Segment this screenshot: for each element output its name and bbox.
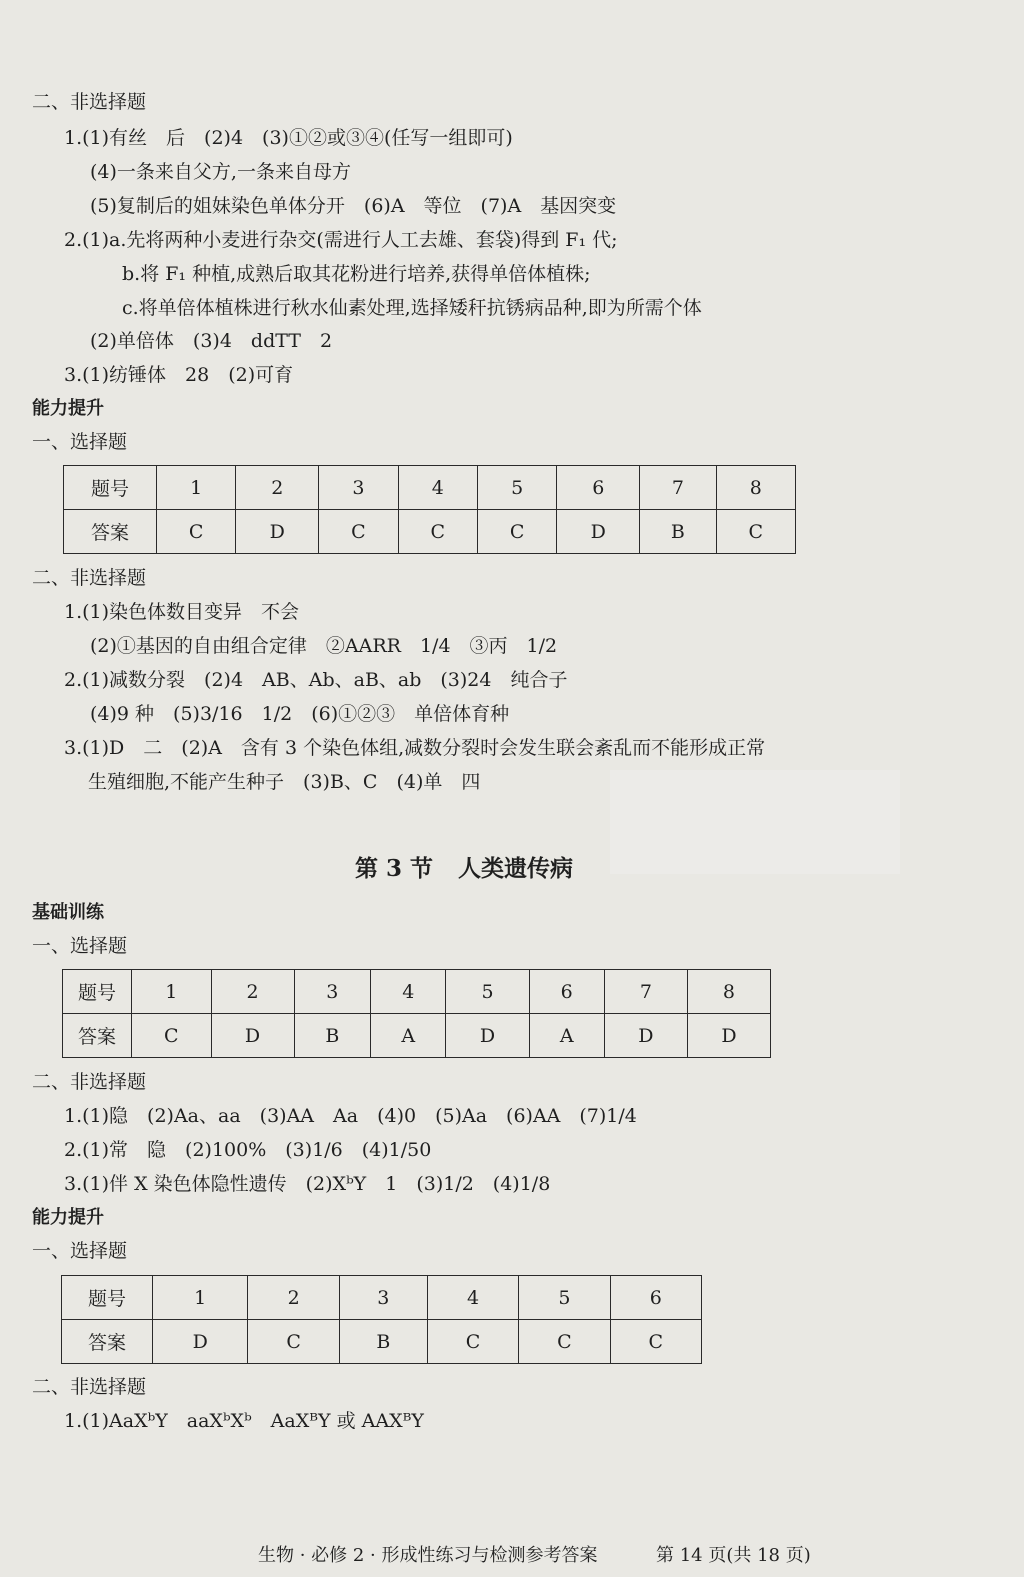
answer-table	[61, 1275, 702, 1364]
table-cell: 8	[687, 970, 770, 1014]
table-cell: C	[427, 1320, 518, 1364]
table-cell: D	[446, 1014, 529, 1058]
table-cell: 6	[529, 970, 604, 1014]
answer-line: (2)①基因的自由组合定律 ②AARR 1/4 ③丙 1/2	[90, 635, 558, 657]
answer-line: 3.(1)纺锤体 28 (2)可育	[64, 364, 294, 386]
nonchoice-heading: 二、非选择题	[32, 91, 147, 113]
table-cell: C	[519, 1320, 610, 1364]
section-subtitle: 能力提升	[32, 1207, 104, 1228]
answer-line: 1.(1)染色体数目变异 不会	[64, 601, 300, 623]
answer-line: 1.(1)隐 (2)Aa、aa (3)AA Aa (4)0 (5)Aa (6)AA (7)1/4	[64, 1105, 637, 1127]
answer-line: 2.(1)常 隐 (2)100% (3)1/6 (4)1/50	[64, 1139, 432, 1161]
table-cell: 5	[446, 970, 529, 1014]
answer-line: 2.(1)a.先将两种小麦进行杂交(需进行人工去雄、套袋)得到 F₁ 代;	[64, 229, 618, 251]
section-name: 人类遗传病	[458, 855, 573, 882]
table-header-cell: 答案	[64, 510, 157, 554]
nonchoice-heading: 二、非选择题	[32, 1376, 147, 1398]
answer-line: 3.(1)伴 X 染色体隐性遗传 (2)XᵇY 1 (3)1/2 (4)1/8	[64, 1173, 551, 1195]
table-cell: C	[398, 510, 477, 554]
table-cell: 5	[519, 1276, 610, 1320]
table-cell: D	[153, 1320, 248, 1364]
table-header-cell: 答案	[62, 1320, 153, 1364]
table-cell: 4	[398, 466, 477, 510]
table-cell: 4	[427, 1276, 518, 1320]
table-cell: 6	[557, 466, 640, 510]
choice-heading: 一、选择题	[32, 431, 128, 453]
footer-book-title: 生物 · 必修 2 · 形成性练习与检测参考答案	[258, 1545, 598, 1566]
table-cell: D	[604, 1014, 687, 1058]
table-cell: C	[132, 1014, 212, 1058]
table-cell: 2	[211, 970, 294, 1014]
nonchoice-heading: 二、非选择题	[32, 1071, 147, 1093]
answer-line: 1.(1)AaXᵇY aaXᵇXᵇ AaXᴮY 或 AAXᴮY	[64, 1410, 424, 1432]
table-cell: B	[640, 510, 716, 554]
table-header-cell: 答案	[63, 1014, 132, 1058]
section-number: 第 3 节	[355, 855, 434, 882]
table-cell: C	[716, 510, 795, 554]
answer-table	[63, 465, 796, 554]
answer-line: (4)9 种 (5)3/16 1/2 (6)①②③ 单倍体育种	[90, 703, 510, 725]
section-subtitle: 基础训练	[32, 902, 104, 923]
table-cell: 1	[132, 970, 212, 1014]
footer-page-number: 第 14 页(共 18 页)	[656, 1545, 811, 1566]
table-cell: 5	[477, 466, 556, 510]
section-subtitle: 能力提升	[32, 398, 104, 419]
table-cell: 1	[153, 1276, 248, 1320]
answer-line: 1.(1)有丝 后 (2)4 (3)①②或③④(任写一组即可)	[64, 127, 513, 149]
table-cell: C	[157, 510, 236, 554]
table-cell: 3	[319, 466, 398, 510]
answer-line: 3.(1)D 二 (2)A 含有 3 个染色体组,减数分裂时会发生联会紊乱而不能形成正常	[64, 737, 766, 759]
table-cell: B	[339, 1320, 427, 1364]
table-cell: 4	[371, 970, 446, 1014]
answer-line: (2)单倍体 (3)4 ddTT 2	[90, 330, 333, 352]
table-cell: 2	[248, 1276, 339, 1320]
table-cell: B	[294, 1014, 371, 1058]
table-cell: C	[319, 510, 398, 554]
table-cell: 3	[339, 1276, 427, 1320]
table-row	[64, 466, 796, 510]
table-row	[62, 1276, 702, 1320]
blank-patch	[610, 770, 900, 874]
table-cell: 6	[610, 1276, 701, 1320]
table-header-cell: 题号	[62, 1276, 153, 1320]
table-cell: 8	[716, 466, 795, 510]
table-cell: A	[529, 1014, 604, 1058]
table-cell: D	[236, 510, 319, 554]
table-cell: 7	[640, 466, 716, 510]
table-cell: D	[557, 510, 640, 554]
answer-line: 生殖细胞,不能产生种子 (3)B、C (4)单 四	[88, 771, 481, 793]
table-row	[63, 1014, 771, 1058]
choice-heading: 一、选择题	[32, 935, 128, 957]
table-row	[63, 970, 771, 1014]
table-cell: D	[211, 1014, 294, 1058]
answer-line: (5)复制后的姐妹染色单体分开 (6)A 等位 (7)A 基因突变	[90, 195, 617, 217]
table-header-cell: 题号	[63, 970, 132, 1014]
answer-line: b.将 F₁ 种植,成熟后取其花粉进行培养,获得单倍体植株;	[122, 263, 591, 285]
answer-line: (4)一条来自父方,一条来自母方	[90, 161, 351, 183]
answer-table	[62, 969, 771, 1058]
table-cell: 3	[294, 970, 371, 1014]
table-cell: C	[610, 1320, 701, 1364]
table-row	[62, 1320, 702, 1364]
table-header-cell: 题号	[64, 466, 157, 510]
table-cell: C	[477, 510, 556, 554]
table-cell: D	[687, 1014, 770, 1058]
answer-line: 2.(1)减数分裂 (2)4 AB、Ab、aB、ab (3)24 纯合子	[64, 669, 568, 691]
choice-heading: 一、选择题	[32, 1240, 128, 1262]
table-cell: A	[371, 1014, 446, 1058]
table-cell: 7	[604, 970, 687, 1014]
table-cell: 1	[157, 466, 236, 510]
table-cell: 2	[236, 466, 319, 510]
answer-line: c.将单倍体植株进行秋水仙素处理,选择矮秆抗锈病品种,即为所需个体	[122, 297, 702, 319]
nonchoice-heading: 二、非选择题	[32, 567, 147, 589]
table-row	[64, 510, 796, 554]
table-cell: C	[248, 1320, 339, 1364]
